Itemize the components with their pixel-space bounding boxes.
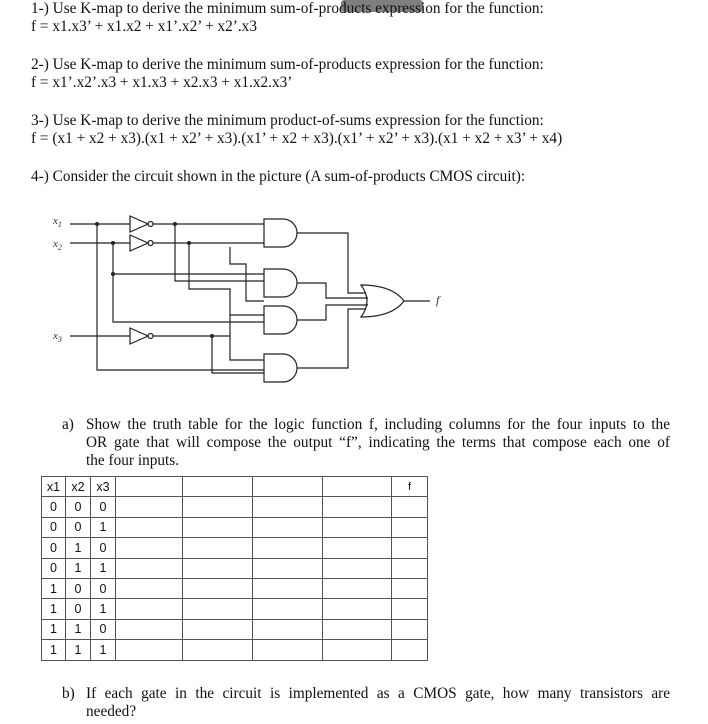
question-1-function: f = x1.x3’ + x1.x2 + x1’.x2’ + x2’.x3 [31,18,257,35]
cell-empty [323,538,392,558]
cell-f [392,619,428,639]
truth-table [41,476,428,661]
question-3-text: 3-) Use K-map to derive the minimum product-of-sums expression for the function: [31,112,544,129]
cell-x2: 1 [66,558,91,578]
cell-empty [116,599,183,619]
cell-x3: 1 [91,640,116,660]
cell-empty [183,538,253,558]
question-2-function: f = x1’.x2’.x3 + x1.x3 + x2.x3 + x1.x2.x3’ [31,74,293,91]
cell-x1: 1 [42,599,66,619]
output-label: f [436,293,440,307]
cell-x3: 0 [91,497,116,517]
cell-x1: 1 [42,619,66,639]
cell-empty [116,517,183,537]
cell-x1: 0 [42,558,66,578]
wiring [97,224,368,373]
cell-x1: 0 [42,538,66,558]
and-gate-1 [264,219,297,247]
cell-empty [323,558,392,578]
table-row [42,619,428,639]
cell-x1: 1 [42,578,66,598]
cell-empty [183,517,253,537]
cell-x2: 1 [66,619,91,639]
cell-f [392,640,428,660]
cell-f [392,497,428,517]
table-row [42,578,428,598]
inverter-x2 [130,235,153,251]
table-row [42,538,428,558]
cell-empty [323,619,392,639]
cell-x3: 0 [91,578,116,598]
question-2-text: 2-) Use K-map to derive the minimum sum-of-products expression for the function: [31,56,544,73]
cell-empty [116,538,183,558]
cell-empty [253,619,323,639]
inverter-x1 [130,216,153,232]
cell-empty [116,578,183,598]
cell-empty [116,640,183,660]
cell-empty [116,497,183,517]
cell-f [392,517,428,537]
cell-empty [253,578,323,598]
cell-empty [323,497,392,517]
cell-x2: 1 [66,538,91,558]
cell-x3: 1 [91,558,116,578]
header-f: f [392,477,428,497]
part-a-line-2: OR gate that will compose the output “f”, indicating the terms that compose each one of [86,434,670,451]
cell-f [392,599,428,619]
cell-empty [183,619,253,639]
and-gate-4 [264,354,297,382]
cell-f [392,538,428,558]
cell-empty [323,578,392,598]
cell-empty [323,599,392,619]
cell-empty [253,497,323,517]
input-label-x3: $x_3$ [53,330,62,344]
part-a-text [86,416,670,470]
cell-empty [323,517,392,537]
cell-empty [253,517,323,537]
cell-empty [253,538,323,558]
table-row [42,599,428,619]
table-row [42,497,428,517]
table-row [42,558,428,578]
question-3-function: f = (x1 + x2 + x3).(x1 + x2’ + x3).(x1’ + x2 + x3).(x1’ + x2’ + x3).(x1 + x2 + x3’ + x4) [31,130,563,147]
cell-x1: 0 [42,517,66,537]
and-gate-3 [264,306,297,334]
part-b-label: b) [62,685,75,702]
cell-f [392,558,428,578]
cell-x3: 0 [91,619,116,639]
table-header-row [42,477,428,497]
header-x2: x2 [66,477,91,497]
cell-empty [183,558,253,578]
cell-empty [183,599,253,619]
part-b-line-2: needed? [86,703,137,720]
cell-empty [253,558,323,578]
cell-empty [323,640,392,660]
cell-empty [183,497,253,517]
inverter-x3 [130,328,153,344]
cell-x2: 0 [66,599,91,619]
or-gate [361,285,404,317]
input-label-x2: $x_2$ [53,238,62,252]
and-gate-2 [264,269,297,297]
header-x3: x3 [91,477,116,497]
cell-x1: 0 [42,497,66,517]
table-row [42,517,428,537]
question-1-text: 1-) Use K-map to derive the minimum sum-of-products expression for the function: [31,0,544,17]
cell-empty [183,640,253,660]
cell-x2: 0 [66,497,91,517]
cell-empty [116,619,183,639]
cell-empty [183,578,253,598]
question-4-text: 4-) Consider the circuit shown in the picture (A sum-of-products CMOS circuit): [31,168,526,185]
cell-empty [253,640,323,660]
cell-f [392,578,428,598]
header-or-input-3 [253,477,323,497]
input-label-x1: $x_1$ [53,215,62,229]
cell-x3: 1 [91,599,116,619]
cell-empty [116,558,183,578]
header-or-input-1 [116,477,183,497]
header-or-input-2 [183,477,253,497]
part-a-line-3: the four inputs. [86,452,180,469]
cell-x3: 0 [91,538,116,558]
cell-empty [253,599,323,619]
cell-x2: 0 [66,517,91,537]
header-x1: x1 [42,477,66,497]
header-or-input-4 [323,477,392,497]
part-a-line-1: Show the truth table for the logic function f, including columns for the four inputs to the [86,416,670,433]
part-b-line-1: If each gate in the circuit is implemented as a CMOS gate, how many transistors are [86,685,670,702]
cell-x1: 1 [42,640,66,660]
cell-x3: 1 [91,517,116,537]
cell-x2: 0 [66,578,91,598]
table-row [42,640,428,660]
cell-x2: 1 [66,640,91,660]
part-a-label: a) [62,416,74,433]
